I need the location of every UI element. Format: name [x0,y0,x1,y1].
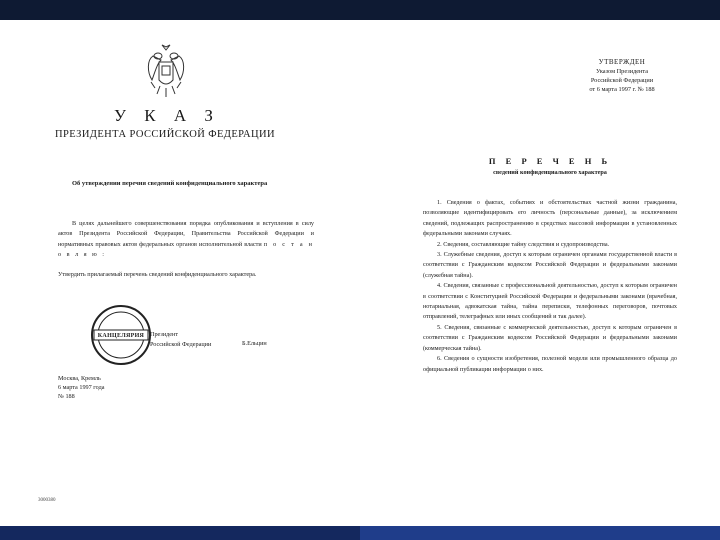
decree-subject: Об утверждении перечня сведений конфиденциального характера [72,180,268,187]
annex-subtitle: сведений конфиденциального характера [493,169,607,176]
footer-code: 3000380 [38,498,56,503]
top-bar [0,0,720,20]
issuer-heading: ПРЕЗИДЕНТА РОССИЙСКОЙ ФЕДЕРАЦИИ [55,129,275,140]
list-item: 2. Сведения, составляющие тайну следствия и судопроизводства. [437,240,610,248]
signature-title-line2: Российской Федерации [150,341,212,348]
annex-page [360,22,720,522]
list-item: 4. Сведения, связанные с профессиональной деятельностью, доступ к которым ограничен в соответствии с Конституцией Российской Федерации и федеральными законами (врачебная, нотариальная, адвокатская тайна, тайна переписки, телефонных переговоров, почтовых отправлений, телеграфных или иных сообщений и так далее). [423,282,677,321]
decision-text: Утвердить прилагаемый перечень сведений конфиденциального характера. [58,271,257,278]
approved-header: УТВЕРЖДЕН [598,58,646,66]
approved-line: Российской Федерации [590,77,654,84]
decree-title: У К А З [114,106,220,125]
signature-title [150,330,211,350]
place: Москва, Кремль [58,375,101,382]
preamble-text: В целях дальнейшего совершенствования порядка опубликования и вступления в силу актов Президента Российской Федерации, Правительства Российской Федерации и нормативных правовых актов федеральных органов исполнительной власти [58,220,314,248]
signatory-name: Б.Ельцин [242,340,267,347]
list-item: 6. Сведения о сущности изобретения, полезной модели или промышленного образца до официальной публикации информации о них. [423,355,677,373]
approved-line: от 6 марта 1997 г. № 188 [589,86,655,93]
seal-text: КАНЦЕЛЯРИЯ [97,333,145,339]
bottom-bar-segment [0,526,360,540]
approved-line: Указом Президента [595,68,649,75]
confidential-list [423,198,677,375]
date: 6 марта 1997 года [58,384,105,391]
preamble [58,219,314,261]
list-item: 1. Сведения о фактах, событиях и обстоятельствах частной жизни гражданина, позволяющие идентифицировать его личность (персональные данные), за исключением сведений, подлежащих распространению в средствах массовой информации в установленных федеральными законами случаях. [423,199,677,238]
bottom-bar [0,526,720,540]
list-item: 5. Сведения, связанные с коммерческой деятельностью, доступ к которым ограничен в соответствии с Гражданским кодексом Российской Федерации и федеральными законами (коммерческая тайна). [423,323,677,352]
list-item: 3. Служебные сведения, доступ к которым ограничен органами государственной власти в соответствии с Гражданским кодексом Российской Федерации и федеральными законами (служебная тайна). [423,251,677,279]
decree-page [0,22,360,522]
coat-of-arms-icon [143,42,189,102]
place-and-date [58,374,104,401]
decree-number: № 188 [58,393,75,400]
signature-title-line1: Президент [150,331,179,338]
postanovlyayu: п о с т а н о в л я ю : [58,240,314,259]
approval-block [572,58,672,94]
annex-title: П Е Р Е Ч Е Н Ь [488,156,612,166]
